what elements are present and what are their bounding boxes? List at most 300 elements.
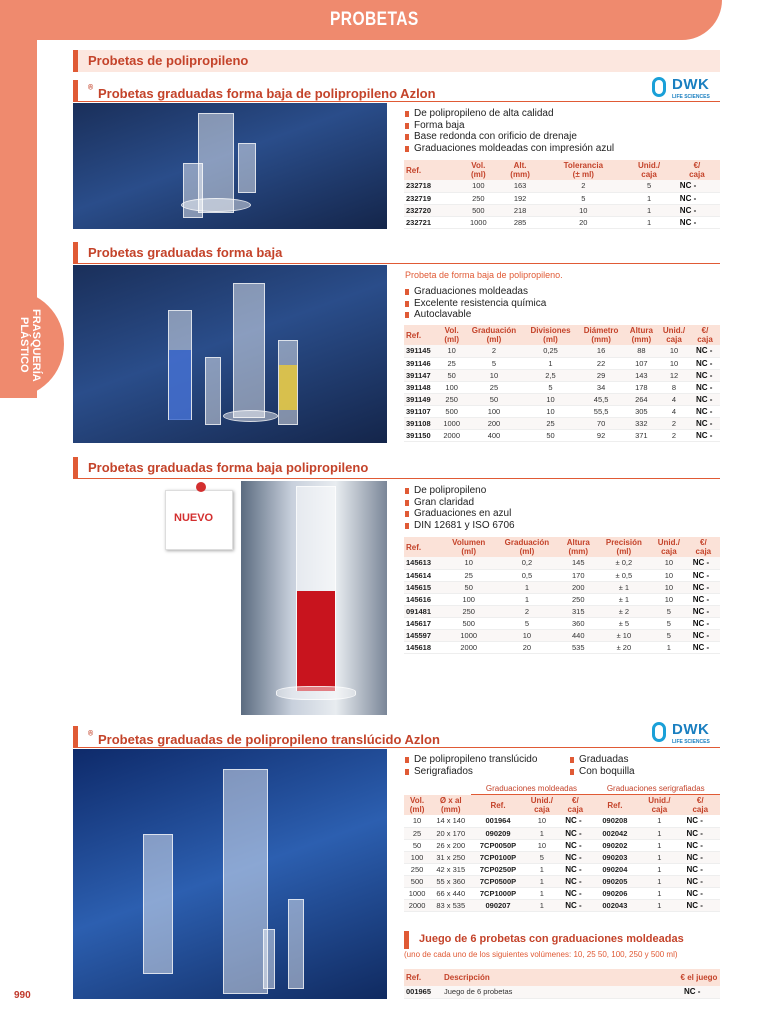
table-row — [404, 899, 720, 911]
table-cell: 1000 — [459, 216, 498, 228]
table-cell: NC - — [681, 863, 720, 875]
set-section-title: Juego de 6 probetas con graduaciones moldeadas — [419, 933, 684, 945]
table-header-cell: €/ caja — [681, 795, 720, 816]
section-header-2 — [73, 242, 720, 264]
table-cell: 10 — [439, 345, 464, 357]
table-cell: 232720 — [404, 204, 459, 216]
section-title-1 — [88, 83, 436, 101]
table-cell: NC - — [681, 875, 720, 887]
table-cell: 391145 — [404, 345, 439, 357]
cylinder-illustration — [205, 357, 221, 425]
table-cell: 001964 — [471, 815, 524, 827]
table-cell: 145 — [560, 557, 597, 569]
table-group-header: Graduaciones serigrafiadas — [591, 783, 720, 795]
table-cell: ± 20 — [597, 641, 651, 653]
table-header-row — [404, 160, 720, 180]
table-cell: 50 — [464, 393, 523, 405]
table-cell: NC - — [559, 839, 591, 851]
table-cell: 500 — [443, 617, 494, 629]
table-cell: 200 — [560, 581, 597, 593]
table-cell: 50 — [443, 581, 494, 593]
table-row — [404, 581, 720, 593]
table-cell: 10 — [524, 405, 578, 417]
yellow-liquid — [279, 365, 297, 410]
table-cell: 8 — [658, 381, 690, 393]
table-cell: 200 — [464, 417, 523, 429]
table-cell: 1 — [624, 216, 674, 228]
bullet-item: Autoclavable — [405, 309, 546, 321]
table-cell: 83 x 535 — [430, 899, 471, 911]
table-cell: 5 — [651, 605, 687, 617]
table-cell: ± 10 — [597, 629, 651, 641]
table-cell: 5 — [524, 381, 578, 393]
table-cell: NC - — [687, 593, 720, 605]
table-cell: 7CP0050P — [471, 839, 524, 851]
table-cell: ± 0,2 — [597, 557, 651, 569]
table-cell: 360 — [560, 617, 597, 629]
table-cell: 145615 — [404, 581, 443, 593]
table-cell: 090207 — [471, 899, 524, 911]
table-cell: 1 — [624, 204, 674, 216]
table-cell: 264 — [625, 393, 658, 405]
table-cell: 315 — [560, 605, 597, 617]
dwk-logo-sub: LIFE SCIENCES — [672, 739, 710, 745]
table-cell: 1 — [638, 875, 680, 887]
table-cell: 1000 — [404, 887, 430, 899]
table-cell: NC - — [690, 369, 720, 381]
table-cell: ± 1 — [597, 581, 651, 593]
table-cell: 2000 — [439, 429, 464, 441]
table-cell: 26 x 200 — [430, 839, 471, 851]
bullet-item: Excelente resistencia química — [405, 298, 546, 310]
table-cell: 4 — [658, 405, 690, 417]
table-cell: 371 — [625, 429, 658, 441]
table-cell: 1 — [525, 899, 560, 911]
table-cell: 20 x 170 — [430, 827, 471, 839]
table-cell: 10 — [651, 581, 687, 593]
table-cell: 2 — [658, 417, 690, 429]
table-cell: 100 — [459, 180, 498, 192]
table-row — [404, 357, 720, 369]
blue-liquid — [169, 350, 191, 420]
table-row — [404, 863, 720, 875]
table-cell: 0,25 — [524, 345, 578, 357]
table-cell: NC - — [687, 605, 720, 617]
table-cell: 1 — [494, 593, 560, 605]
pushpin-icon — [196, 482, 206, 492]
table-header-cell: Diámetro (mm) — [577, 325, 624, 345]
table-cell: 100 — [464, 405, 523, 417]
table-cell: 2 — [658, 429, 690, 441]
table-cell: 178 — [625, 381, 658, 393]
table-cell: 332 — [625, 417, 658, 429]
table-row — [404, 204, 720, 216]
table-cell: 100 — [439, 381, 464, 393]
table-cell: 232718 — [404, 180, 459, 192]
table-cell: 1 — [638, 851, 680, 863]
table-row — [404, 557, 720, 569]
table-cell: 400 — [464, 429, 523, 441]
table-cell: 090205 — [591, 875, 638, 887]
cylinder-illustration — [183, 163, 203, 218]
table-cell: NC - — [687, 617, 720, 629]
new-badge — [165, 490, 233, 550]
table-cell: 2000 — [443, 641, 494, 653]
table-cell: NC - — [559, 827, 591, 839]
bullet-item: Forma baja — [405, 120, 614, 132]
table-header-cell: Graduación (ml) — [464, 325, 523, 345]
table-cell: 090204 — [591, 863, 638, 875]
section-title-4 — [88, 729, 440, 747]
cylinder-illustration — [233, 283, 265, 418]
dwk-logo-icon — [652, 722, 666, 742]
table-cell: 001965 — [404, 986, 442, 998]
table-cell: 20 — [494, 641, 560, 653]
table-cell: NC - — [674, 204, 720, 216]
table-cell: NC - — [674, 192, 720, 204]
table-cell: NC - — [559, 815, 591, 827]
table-header-row — [404, 325, 720, 345]
table-cell: 7CP0250P — [471, 863, 524, 875]
table-row — [404, 405, 720, 417]
table-cell: 10 — [525, 815, 560, 827]
table-header-cell: Unid./ caja — [638, 795, 680, 816]
table-cell: 1 — [638, 863, 680, 875]
table-cell: 535 — [560, 641, 597, 653]
product-table-1 — [404, 160, 720, 229]
table-cell: 090202 — [591, 839, 638, 851]
table-cell: 1000 — [443, 629, 494, 641]
table-cell: 2 — [494, 605, 560, 617]
bullet-item: Graduaciones en azul — [405, 508, 515, 520]
dwk-logo — [652, 74, 722, 104]
table-cell: 232719 — [404, 192, 459, 204]
product-photo-2 — [73, 265, 387, 443]
bullet-item: De polipropileno — [405, 485, 515, 497]
table-cell: ± 1 — [597, 593, 651, 605]
table-cell: 391148 — [404, 381, 439, 393]
product-table-4 — [404, 783, 720, 912]
set-section-header — [404, 931, 720, 949]
table-cell: 145616 — [404, 593, 443, 605]
table-cell: 192 — [498, 192, 542, 204]
table-cell: 22 — [577, 357, 624, 369]
table-cell: 391149 — [404, 393, 439, 405]
left-strip-mask — [0, 398, 37, 1024]
table-row — [404, 605, 720, 617]
section-2-subtitle: Probeta de forma baja de polipropileno. — [405, 270, 563, 280]
table-cell: NC - — [687, 557, 720, 569]
table-header-cell: Ref. — [591, 795, 638, 816]
table-row — [404, 641, 720, 653]
table-header-cell: Ref. — [471, 795, 524, 816]
table-header-row — [404, 795, 720, 816]
table-cell: 1 — [638, 887, 680, 899]
bullet-item: Graduaciones moldeadas — [405, 286, 546, 298]
table-cell: 10 — [524, 393, 578, 405]
table-header-cell: Ref. — [404, 969, 442, 986]
table-group-row — [404, 783, 720, 795]
table-cell: 002043 — [591, 899, 638, 911]
table-cell: 1000 — [439, 417, 464, 429]
table-cell: 1 — [638, 839, 680, 851]
table-cell: 7CP0500P — [471, 875, 524, 887]
table-header-row — [404, 537, 720, 557]
page-number: 990 — [14, 990, 31, 1001]
table-cell: 10 — [525, 839, 560, 851]
table-cell: Juego de 6 probetas — [442, 986, 678, 998]
table-header-cell: Unid./ caja — [624, 160, 674, 180]
table-cell: 20 — [542, 216, 624, 228]
table-cell: 5 — [542, 192, 624, 204]
red-liquid — [297, 591, 335, 691]
table-header-cell: Altura (mm) — [560, 537, 597, 557]
table-cell: 1 — [638, 899, 680, 911]
table-header-cell: Ref. — [404, 160, 459, 180]
bullet-item: De polipropileno translúcido — [405, 754, 537, 766]
table-cell: 100 — [404, 851, 430, 863]
table-cell: 55 x 360 — [430, 875, 471, 887]
table-cell: 500 — [404, 875, 430, 887]
table-header-cell: €/ caja — [674, 160, 720, 180]
table-cell: 10 — [542, 204, 624, 216]
table-cell: 10 — [658, 357, 690, 369]
table-cell: NC - — [681, 839, 720, 851]
table-cell: NC - — [678, 986, 720, 998]
table-cell: 145614 — [404, 569, 443, 581]
product-photo-4 — [73, 749, 387, 999]
table-cell: ± 0,5 — [597, 569, 651, 581]
table-cell: 25 — [524, 417, 578, 429]
table-cell: NC - — [687, 581, 720, 593]
table-header-cell: Alt. (mm) — [498, 160, 542, 180]
table-cell: NC - — [690, 405, 720, 417]
section-header-4 — [73, 726, 720, 748]
table-cell: 440 — [560, 629, 597, 641]
table-header-cell: €/ caja — [687, 537, 720, 557]
table-cell: 145613 — [404, 557, 443, 569]
bullet-item: DIN 12681 y ISO 6706 — [405, 520, 515, 532]
table-row — [404, 192, 720, 204]
bullet-item: De polipropileno de alta calidad — [405, 108, 614, 120]
table-cell: ± 2 — [597, 605, 651, 617]
table-cell: 170 — [560, 569, 597, 581]
table-cell: 250 — [560, 593, 597, 605]
table-cell: 391107 — [404, 405, 439, 417]
section-title-4-text: Probetas graduadas de polipropileno translúcido Azlon — [98, 732, 440, 747]
table-cell: 88 — [625, 345, 658, 357]
table-header-cell: Graduación (ml) — [494, 537, 560, 557]
cylinder-illustration — [143, 834, 173, 974]
table-cell: 34 — [577, 381, 624, 393]
table-cell: 145597 — [404, 629, 443, 641]
table-cell: 5 — [525, 851, 560, 863]
table-cell: 090209 — [471, 827, 524, 839]
table-cell: 14 x 140 — [430, 815, 471, 827]
cylinder-illustration — [288, 899, 304, 989]
table-cell: 29 — [577, 369, 624, 381]
table-cell: 2,5 — [524, 369, 578, 381]
table-header-cell: Unid./ caja — [525, 795, 560, 816]
table-row — [404, 417, 720, 429]
product-table-2 — [404, 325, 720, 442]
table-cell: 12 — [658, 369, 690, 381]
table-cell: NC - — [674, 216, 720, 228]
table-cell: 10 — [443, 557, 494, 569]
table-header-cell: Tolerancia (± ml) — [542, 160, 624, 180]
bullet-item: Serigrafiados — [405, 766, 537, 778]
table-cell: 42 x 315 — [430, 863, 471, 875]
table-cell: 391147 — [404, 369, 439, 381]
table-cell: 0,5 — [494, 569, 560, 581]
table-cell: 500 — [439, 405, 464, 417]
table-cell: NC - — [681, 899, 720, 911]
table-cell: 250 — [443, 605, 494, 617]
table-cell: 66 x 440 — [430, 887, 471, 899]
table-cell: NC - — [690, 357, 720, 369]
table-cell: 5 — [624, 180, 674, 192]
table-cell: 285 — [498, 216, 542, 228]
set-table — [404, 969, 720, 999]
section-title-2: Probetas graduadas forma baja — [88, 245, 283, 260]
table-cell: 143 — [625, 369, 658, 381]
table-cell: 250 — [404, 863, 430, 875]
product-photo-1 — [73, 103, 387, 229]
cylinder-illustration — [263, 929, 275, 989]
table-row — [404, 629, 720, 641]
table-cell: 25 — [464, 381, 523, 393]
bullet-item: Graduaciones moldeadas con impresión azul — [405, 143, 614, 155]
new-badge-label: NUEVO — [174, 512, 214, 524]
table-cell: NC - — [681, 851, 720, 863]
table-cell: 002042 — [591, 827, 638, 839]
table-header-cell: Ø x al (mm) — [430, 795, 471, 816]
table-cell: 391108 — [404, 417, 439, 429]
table-header-cell: € el juego — [678, 969, 720, 986]
table-cell: 500 — [459, 204, 498, 216]
table-row — [404, 875, 720, 887]
table-cell: 10 — [404, 815, 430, 827]
cylinder-illustration — [238, 143, 256, 193]
table-cell: NC - — [559, 887, 591, 899]
bullet-list-1 — [405, 108, 614, 154]
table-cell: 1 — [494, 581, 560, 593]
table-row — [404, 381, 720, 393]
table-row — [404, 839, 720, 851]
table-cell: NC - — [681, 827, 720, 839]
table-cell: NC - — [559, 875, 591, 887]
table-cell: 45,5 — [577, 393, 624, 405]
table-cell: 391146 — [404, 357, 439, 369]
table-row — [404, 369, 720, 381]
table-header-cell: €/ caja — [690, 325, 720, 345]
table-cell: 50 — [404, 839, 430, 851]
table-cell: 250 — [439, 393, 464, 405]
table-row — [404, 815, 720, 827]
dwk-logo-name: DWK — [672, 721, 710, 738]
table-cell: NC - — [674, 180, 720, 192]
table-cell: 1 — [638, 827, 680, 839]
table-cell: NC - — [559, 899, 591, 911]
table-cell: 25 — [404, 827, 430, 839]
table-header-cell: Volumen (ml) — [443, 537, 494, 557]
table-cell: 7CP1000P — [471, 887, 524, 899]
bullet-item: Gran claridad — [405, 497, 515, 509]
page-title: PROBETAS — [330, 9, 419, 30]
table-group-spacer — [404, 783, 471, 795]
table-cell: 090203 — [591, 851, 638, 863]
table-cell: 10 — [651, 557, 687, 569]
table-cell: NC - — [687, 641, 720, 653]
table-cell: 2 — [542, 180, 624, 192]
table-cell: NC - — [690, 393, 720, 405]
registered-mark: ® — [88, 84, 94, 92]
section-title-1-text: Probetas graduadas forma baja de polipropileno Azlon — [98, 86, 436, 101]
table-cell: NC - — [559, 851, 591, 863]
table-cell: 305 — [625, 405, 658, 417]
table-cell: 55,5 — [577, 405, 624, 417]
table-cell: 1 — [638, 815, 680, 827]
table-cell: 50 — [524, 429, 578, 441]
table-row — [404, 887, 720, 899]
table-cell: 70 — [577, 417, 624, 429]
cylinder-base — [223, 410, 278, 422]
bullet-list-2 — [405, 286, 546, 321]
table-row — [404, 569, 720, 581]
table-cell: 5 — [651, 617, 687, 629]
dwk-logo — [652, 719, 722, 749]
registered-mark: ® — [88, 730, 94, 738]
table-cell: ± 5 — [597, 617, 651, 629]
table-cell: NC - — [690, 345, 720, 357]
table-cell: 2000 — [404, 899, 430, 911]
table-row — [404, 180, 720, 192]
table-header-cell: €/ caja — [559, 795, 591, 816]
bullet-item: Graduadas — [570, 754, 635, 766]
table-row — [404, 827, 720, 839]
table-cell: 50 — [439, 369, 464, 381]
set-section-note: (uno de cada uno de los siguientes volúmenes: 10, 25 50, 100, 250 y 500 ml) — [404, 950, 678, 959]
table-cell: 1 — [525, 827, 560, 839]
table-header-cell: Ref. — [404, 325, 439, 345]
table-row — [404, 429, 720, 441]
table-cell: 091481 — [404, 605, 443, 617]
table-cell: 107 — [625, 357, 658, 369]
table-header-cell: Precisión (ml) — [597, 537, 651, 557]
table-header-cell: Unid./ caja — [651, 537, 687, 557]
cylinder-illustration — [223, 769, 268, 994]
table-header-cell: Divisiones (ml) — [524, 325, 578, 345]
table-row — [404, 617, 720, 629]
table-header-cell: Vol. (ml) — [404, 795, 430, 816]
section-header-1 — [73, 80, 720, 102]
dwk-logo-name: DWK — [672, 76, 710, 93]
table-row — [404, 593, 720, 605]
cylinder-base — [276, 686, 356, 700]
table-cell: 391150 — [404, 429, 439, 441]
table-row — [404, 345, 720, 357]
table-cell: 16 — [577, 345, 624, 357]
table-cell: 145617 — [404, 617, 443, 629]
section-header-main — [73, 50, 720, 72]
table-cell: 2 — [464, 345, 523, 357]
table-cell: NC - — [690, 417, 720, 429]
table-cell: 92 — [577, 429, 624, 441]
bullet-list-3 — [405, 485, 515, 531]
side-tab-label: FRASQUERÍA PLÁSTICO — [18, 308, 42, 382]
table-cell: 5 — [464, 357, 523, 369]
bullet-list-4a — [405, 754, 537, 777]
